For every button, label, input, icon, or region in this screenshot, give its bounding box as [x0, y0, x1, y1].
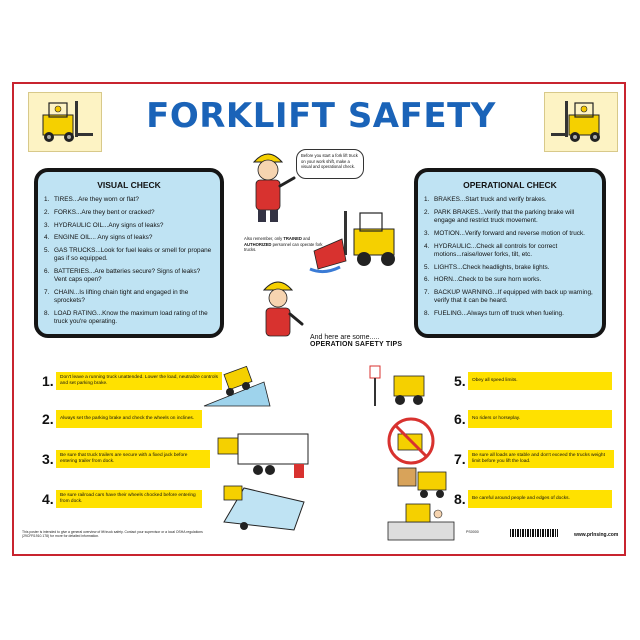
no-riders-icon: [386, 416, 436, 466]
list-item: 2. FORKS...Are they bent or cracked?: [44, 208, 155, 216]
forklift-ramp-illustration: [204, 362, 274, 412]
list-item: 6. BATTERIES...Are batteries secure? Signs of leaks? Vent caps open?: [44, 268, 201, 284]
visual-check-panel: [34, 168, 224, 338]
speech-bubble: Before you start a fork lift truck on your work shift, make a visual and operational check.: [296, 149, 364, 179]
list-item: 5. LIGHTS...Check headlights, brake lights.: [424, 263, 550, 271]
list-item: 7. CHAIN...Is lifting chain tight and engaged in the sprockets?: [44, 289, 189, 305]
speed-limit-illustration: [364, 362, 434, 412]
list-item: 7. BACKUP WARNING...If equipped with back up warning, verify that it can be heard.: [424, 289, 593, 305]
worker-illustration: [240, 144, 300, 224]
safety-tip-6: 6. No riders or horseplay.: [454, 408, 612, 430]
safety-tip-5: 5. Obey all speed limits.: [454, 370, 612, 392]
safety-tip-3: 3. Be sure that truck trailers are secure with a fixed jack before entering trailer from dock.: [42, 448, 210, 470]
list-item: 4. ENGINE OIL... Any signs of leaks?: [44, 234, 153, 242]
operational-check-panel: [414, 168, 606, 338]
list-item: 5. GAS TRUCKS...Look for fuel leaks or smell for propane gas if so equipped.: [44, 247, 212, 263]
list-item: 3. MOTION...Verify forward and reverse motion of truck.: [424, 229, 585, 237]
railroad-car-illustration: [214, 482, 314, 532]
safety-tip-8: 8. Be careful around people and edges of docks.: [454, 488, 612, 510]
product-code: PS0000: [466, 530, 479, 534]
list-item: 6. HORN...Check to be sure horn works.: [424, 276, 542, 284]
list-item: 3. HYDRAULIC OIL...Any signs of leaks?: [44, 221, 164, 229]
list-item: 1. TIRES...Are they worn or flat?: [44, 196, 139, 203]
stable-load-illustration: [394, 460, 454, 500]
visual-check-list: [44, 196, 214, 327]
list-item: 8. FUELING...Always turn off truck when fueling.: [424, 310, 564, 318]
barcode: [510, 529, 558, 537]
worker-pointing-illustration: [254, 274, 304, 344]
footer-url: www.prlnsing.com: [574, 532, 619, 538]
poster-title: FORKLIFT SAFETY: [146, 96, 496, 136]
list-item: 8. LOAD RATING...Know the maximum load rating of the truck you're operating.: [44, 310, 208, 326]
visual-check-title: VISUAL CHECK: [97, 180, 161, 190]
footer-disclaimer: This poster is intended to give a general overview of lift truck safety. Contact your supervisor or a local OSHA regulations (29CFR1910.178) for more for detailed information.: [22, 530, 203, 539]
safety-tip-1: 1. Don't leave a running truck unattended. Lower the load, neutralize controls and set parking brake.: [42, 370, 222, 392]
safety-tip-2: 2. Always set the parking brake and check the wheels on inclines.: [42, 408, 202, 430]
safety-tip-7: 7. Be sure all loads are stable and don't exceed the trucks weight limit before you lift the load.: [454, 448, 614, 470]
operational-check-list: [424, 196, 596, 318]
list-item: 4. HYDRAULIC...Check all controls for correct motions...raise/lower forks, tilt, etc.: [424, 242, 558, 258]
dock-edge-illustration: [388, 500, 458, 540]
list-item: 2. PARK BRAKES...Verify that the parking brake will engage and restrict truck movement.: [424, 208, 575, 224]
trained-personnel-note: Also remember, only TRAINED and AUTHORIZED personnel can operate fork trucks.: [244, 236, 323, 253]
operational-check-title: OPERATIONAL CHECK: [463, 180, 557, 190]
poster: [12, 82, 626, 556]
trailer-jack-illustration: [214, 434, 314, 484]
safety-tips-header: And here are some..... OPERATION SAFETY TIPS: [310, 334, 403, 348]
safety-tip-4: 4. Be sure railroad cars have their wheels chocked before entering from dock.: [42, 488, 202, 510]
list-item: 1. BRAKES...Start truck and verify brakes.: [424, 196, 547, 203]
